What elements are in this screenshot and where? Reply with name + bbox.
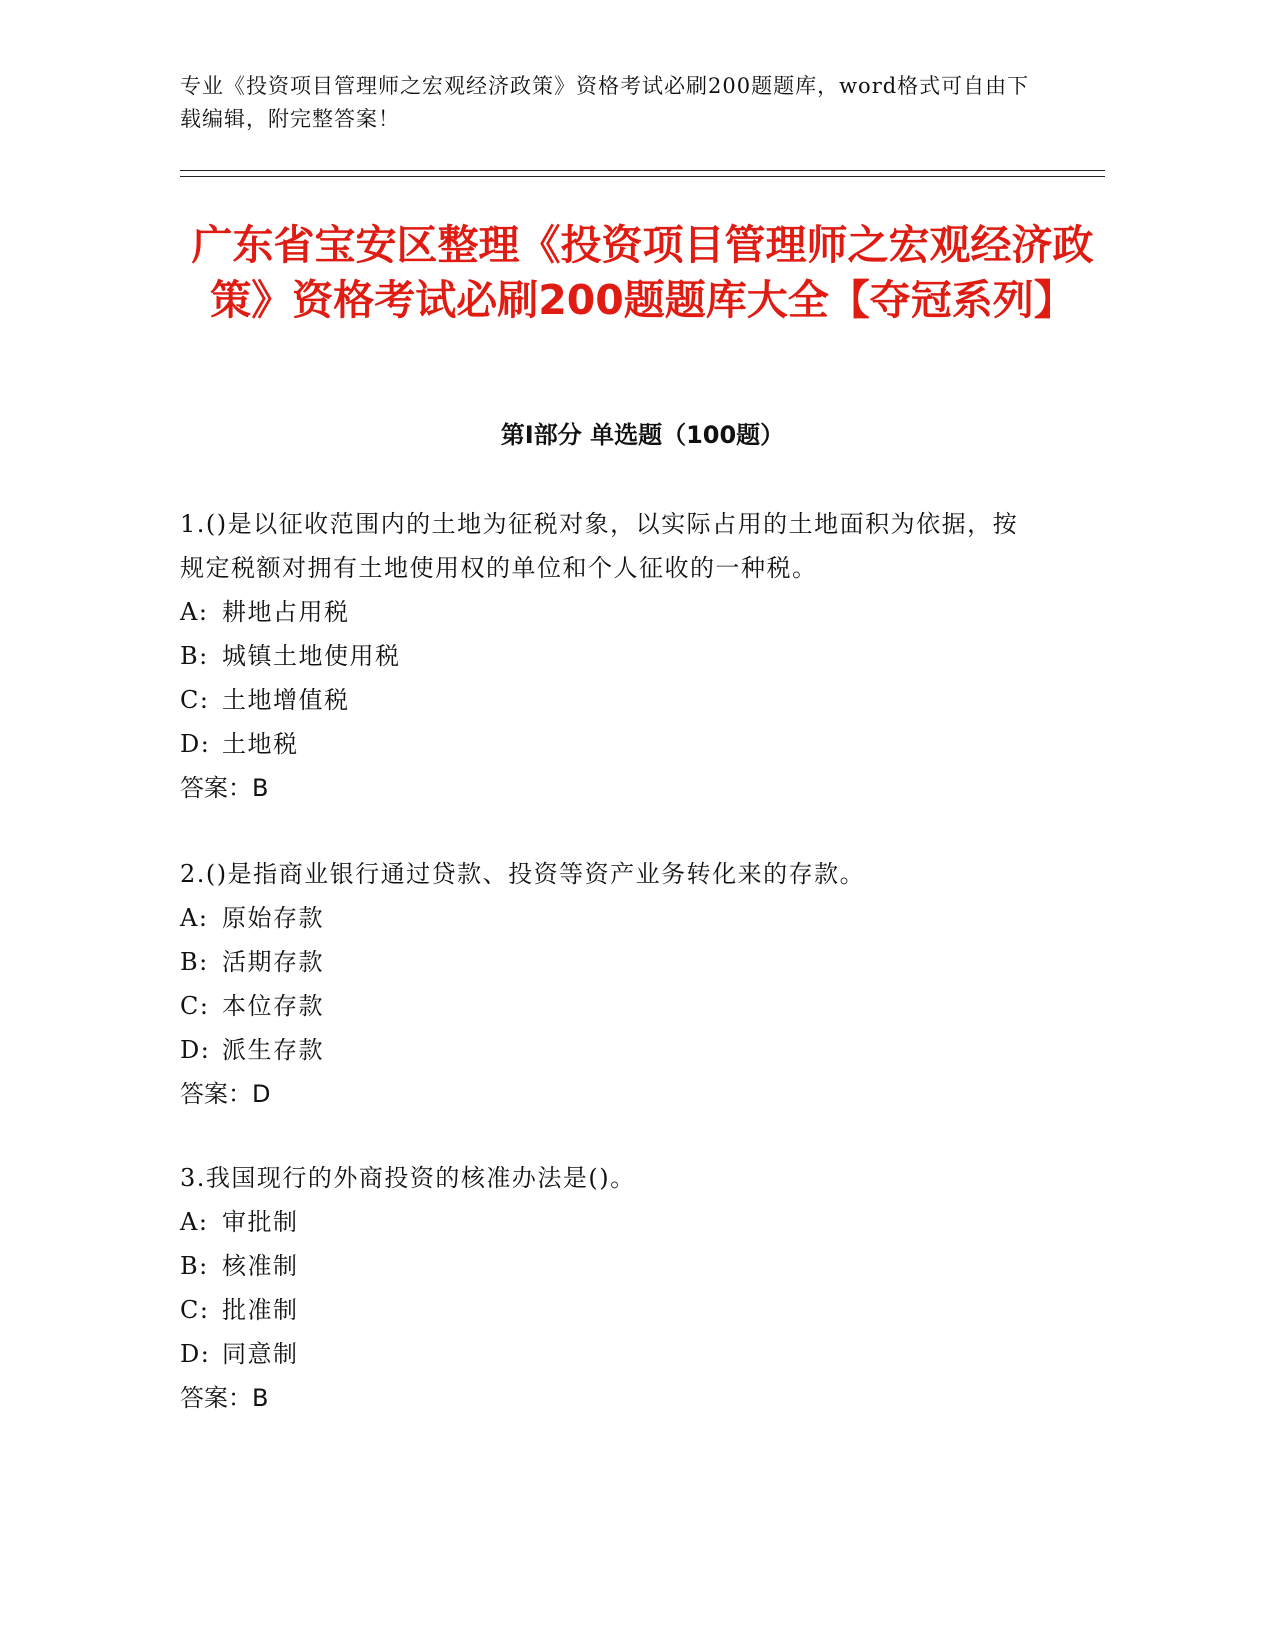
option-d <box>180 1028 1040 1072</box>
document-title: 广东省宝安区整理《投资项目管理师之宏观经济政策》资格考试必刷200题题库大全【夺冠系列】 <box>191 221 1094 324</box>
option-c <box>180 678 1040 722</box>
question-3 <box>180 1156 1040 1420</box>
option-text: 批准制 <box>222 1296 299 1324</box>
option-d <box>180 1332 1040 1376</box>
option-text: 原始存款 <box>222 904 324 932</box>
option-text: 土地增值税 <box>222 686 350 714</box>
option-text: 活期存款 <box>222 948 324 976</box>
option-a <box>180 1200 1040 1244</box>
option-text: 派生存款 <box>222 1036 324 1064</box>
question-stem: 3.我国现行的外商投资的核准办法是()。 <box>180 1164 636 1192</box>
option-text: 本位存款 <box>222 992 324 1020</box>
answer: 答案：D <box>180 1080 271 1108</box>
header-note: 专业《投资项目管理师之宏观经济政策》资格考试必刷200题题库，word格式可自由下载编辑，附完整答案！ <box>180 74 1030 131</box>
option-text: 土地税 <box>222 730 299 758</box>
option-key: B: <box>180 948 209 976</box>
question-2 <box>180 852 1040 1116</box>
option-key: D: <box>180 730 211 758</box>
option-b <box>180 634 1040 678</box>
question-stem: 2.()是指商业银行通过贷款、投资等资产业务转化来的存款。 <box>180 860 866 888</box>
option-d <box>180 722 1040 766</box>
option-key: B: <box>180 642 209 670</box>
option-a <box>180 590 1040 634</box>
option-b <box>180 940 1040 984</box>
section-title: 第I部分 单选题（100题） <box>500 421 785 449</box>
option-text: 核准制 <box>222 1252 299 1280</box>
answer: 答案：B <box>180 1384 269 1412</box>
answer: 答案：B <box>180 774 269 802</box>
option-text: 城镇土地使用税 <box>222 642 401 670</box>
option-c <box>180 984 1040 1028</box>
option-key: A: <box>180 598 209 626</box>
option-key: D: <box>180 1340 211 1368</box>
option-key: A: <box>180 904 209 932</box>
option-a <box>180 896 1040 940</box>
option-key: C: <box>180 686 210 714</box>
option-key: A: <box>180 1208 209 1236</box>
option-text: 耕地占用税 <box>222 598 350 626</box>
option-text: 同意制 <box>222 1340 299 1368</box>
option-key: D: <box>180 1036 211 1064</box>
question-stem: 1.()是以征收范围内的土地为征税对象，以实际占用的土地面积为依据，按规定税额对拥有土地使用权的单位和个人征收的一种税。 <box>180 510 1019 582</box>
option-key: B: <box>180 1252 209 1280</box>
option-text: 审批制 <box>222 1208 299 1236</box>
header-divider-bottom <box>180 176 1105 177</box>
option-key: C: <box>180 1296 210 1324</box>
option-b <box>180 1244 1040 1288</box>
question-1 <box>180 502 1040 810</box>
option-key: C: <box>180 992 210 1020</box>
option-c <box>180 1288 1040 1332</box>
header-divider-top <box>180 170 1105 171</box>
